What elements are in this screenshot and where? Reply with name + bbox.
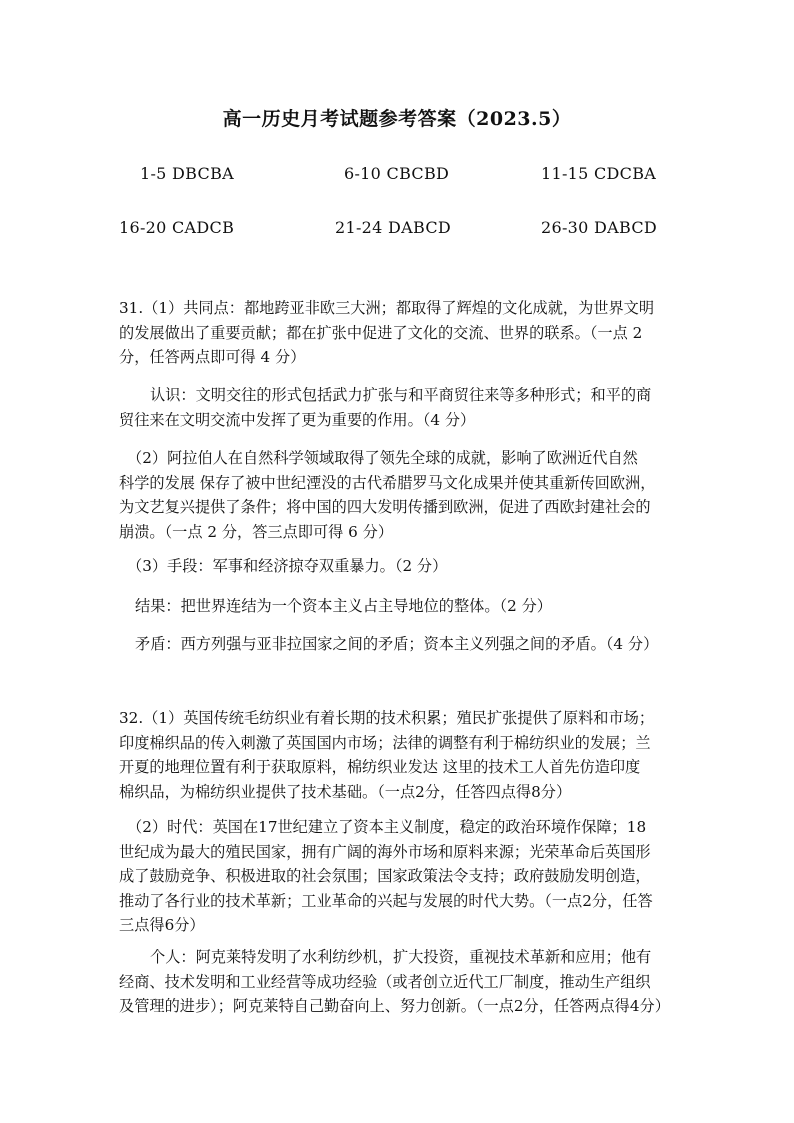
- text-line: 成了鼓励竞争、积极进取的社会氛围；国家政策法令支持；政府鼓励发明创造，: [119, 867, 651, 885]
- text-line: 经商、技术发明和工业经营等成功经验（或者创立近代工厂制度，推动生产组织: [119, 972, 651, 991]
- text-line: （2）阿拉伯人在自然科学领域取得了领先全球的成就，影响了欧洲近代自然: [127, 449, 638, 467]
- text-line: 崩溃。（一点 2 分，答三点即可得 6 分）: [119, 522, 394, 541]
- text-line: （3）手段：军事和经济掠夺双重暴力。（2 分）: [127, 557, 448, 575]
- q31-part1-understanding: [119, 383, 710, 432]
- text-line: 推动了各行业的技术革新；工业革命的兴起与发展的时代大势。（一点2分，任答: [119, 891, 653, 910]
- text-line: 棉织品，为棉纺织业提供了技术基础。（一点2分，任答四点得8分）: [119, 782, 572, 801]
- text-line: 结果：把世界连结为一个资本主义占主导地位的整体。（2 分）: [135, 597, 552, 615]
- text-line: 矛盾：西方列强与亚非拉国家之间的矛盾；资本主义列强之间的矛盾。（4 分）: [135, 635, 659, 653]
- text-line: 个人：阿克莱特发明了水利纺纱机，扩大投资，重视技术革新和应用；他有: [150, 948, 652, 966]
- text-line: 及管理的进步）；阿克莱特自己勤奋向上、努力创新。（一点2分，任答两点得4分）: [119, 997, 670, 1015]
- text-line: 三点得6分）: [119, 916, 205, 934]
- text-line: 世纪成为最大的殖民国家，拥有广阔的海外市场和原料来源；光荣革命后英国形: [119, 842, 651, 861]
- text-line: 科学的发展 保存了被中世纪湮没的古代希腊罗马文化成果并使其重新传回欧洲，: [119, 473, 656, 492]
- text-line: 开夏的地理位置有利于获取原料，棉纺织业发达 这里的技术工人首先仿造印度: [119, 758, 641, 776]
- text-line: 31.（1）共同点：都地跨亚非欧三大洲；都取得了辉煌的文化成就，为世界文明: [119, 299, 655, 317]
- q32-part2-individual: [119, 945, 710, 1019]
- q31-part3-result: [119, 594, 695, 619]
- answer-group-6-10: 6-10 CBCBD: [344, 164, 450, 183]
- answer-group-26-30: 26-30 DABCD: [541, 218, 658, 237]
- q31-part1-common-points: [119, 296, 679, 370]
- answer-group-16-20: 16-20 CADCB: [119, 218, 235, 237]
- text-line: 为文艺复兴提供了条件；将中国的四大发明传播到欧洲，促进了西欧封建社会的: [119, 498, 651, 516]
- text-line: 认识：文明交往的形式包括武力扩张与和平商贸往来等多种形式；和平的商: [150, 386, 652, 404]
- q32-part1-answer: [119, 706, 679, 804]
- text-line: 32.（1）英国传统毛纺织业有着长期的技术积累；殖民扩张提供了原料和市场；: [119, 709, 655, 727]
- q31-part2-answer: [119, 446, 687, 544]
- answer-group-11-15: 11-15 CDCBA: [541, 164, 657, 183]
- q32-part2-era: [119, 815, 687, 938]
- text-line: 的发展做出了重要贡献；都在扩张中促进了文化的交流、世界的联系。（一点 2: [119, 323, 643, 342]
- text-line: 印度棉织品的传入刺激了英国国内市场；法律的调整有利于棉纺织业的发展；兰: [119, 733, 651, 752]
- answer-group-21-24: 21-24 DABCD: [335, 218, 452, 237]
- q31-part3-means: [119, 554, 687, 579]
- text-line: 分，任答两点即可得 4 分）: [119, 348, 306, 366]
- page-title: 高一历史月考试题参考答案（2023.5）: [222, 108, 572, 130]
- q31-part3-contradiction: [119, 632, 695, 657]
- answer-group-1-5: 1-5 DBCBA: [140, 164, 234, 183]
- text-line: （2）时代：英国在17世纪建立了资本主义制度，稳定的政治环境作保障；18: [127, 818, 647, 836]
- text-line: 贸往来在文明交流中发挥了更为重要的作用。（4 分）: [119, 410, 476, 429]
